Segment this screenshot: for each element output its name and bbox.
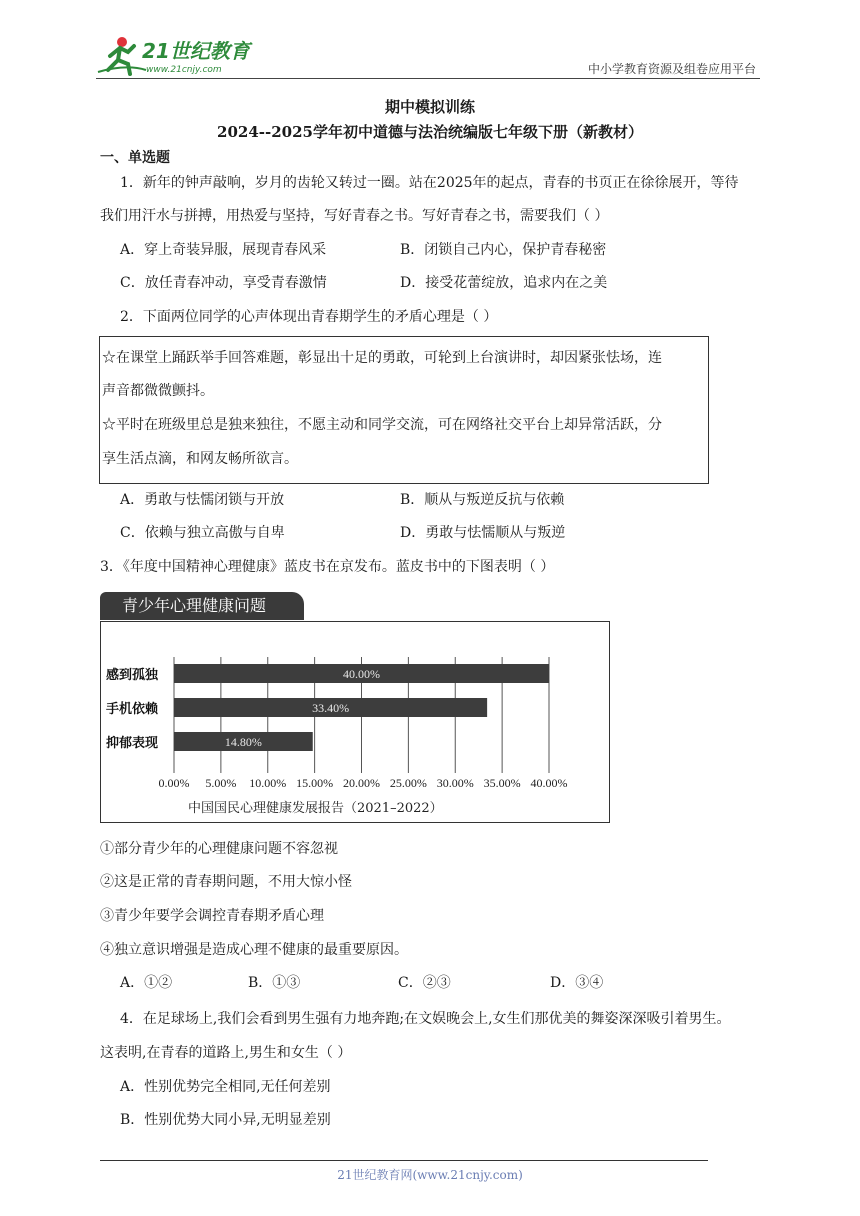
- q1-option-c[interactable]: C．放任青春冲动，享受青春激情: [120, 275, 327, 291]
- q2-option-d[interactable]: D．勇敢与怯懦顺从与叛逆: [400, 525, 566, 541]
- bar-value-label: 14.80%: [224, 735, 262, 749]
- q4-stem-line2: 这表明,在青春的道路上,男生和女生（ ）: [100, 1045, 352, 1061]
- doc-subtitle: 2024--2025学年初中道德与法治统编版七年级下册（新教材）: [217, 123, 643, 141]
- q1-stem-line2: 我们用汗水与拼搏，用热爱与坚持，写好青春之书。写好青春之书，需要我们（ ）: [100, 208, 609, 224]
- q4-option-b[interactable]: B．性别优势大同小异,无明显差别: [120, 1112, 331, 1128]
- q3-option-d[interactable]: D．③④: [550, 975, 604, 991]
- bar-value-label: 40.00%: [343, 667, 380, 681]
- chart-title: 青少年心理健康问题: [100, 592, 304, 620]
- logo-url: www.21cnjy.com: [146, 65, 222, 75]
- q3-statement-2: ②这是正常的青春期问题，不用大惊小怪: [100, 874, 352, 890]
- x-tick-label: 0.00%: [158, 776, 190, 790]
- q3-stem: 3．《年度中国精神心理健康》蓝皮书在京发布。蓝皮书中的下图表明（ ）: [100, 559, 555, 575]
- q1-option-a[interactable]: A．穿上奇装异服，展现青春风采: [120, 242, 327, 258]
- q2-option-a[interactable]: A．勇敢与怯懦闭锁与开放: [120, 492, 285, 508]
- q1-option-b[interactable]: B．闭锁自己内心，保护青春秘密: [400, 242, 607, 258]
- q3-option-b[interactable]: B．①③: [248, 975, 301, 991]
- category-label: 抑郁表现: [106, 736, 159, 751]
- q4-stem-line1: 4．在足球场上,我们会看到男生强有力地奔跑;在文娱晚会上,女生们那优美的舞姿深深吸引着男生。: [120, 1011, 731, 1027]
- footer-text: 21世纪教育网(www.21cnjy.com): [337, 1168, 523, 1182]
- q3-statement-4: ④独立意识增强是造成心理不健康的最重要原因。: [100, 942, 408, 958]
- q2-box-line3: ☆平时在班级里总是独来独往，不愿主动和同学交流，可在网络社交平台上却异常活跃，分: [102, 417, 662, 433]
- q2-box-line2: 声音都微微颤抖。: [102, 383, 214, 399]
- x-tick-label: 15.00%: [296, 776, 334, 790]
- q3-statement-3: ③青少年要学会调控青春期矛盾心理: [100, 908, 324, 924]
- category-label: 手机依赖: [106, 702, 159, 717]
- x-tick-label: 40.00%: [530, 776, 568, 790]
- x-tick-label: 35.00%: [483, 776, 521, 790]
- x-axis-label: 中国国民心理健康发展报告（2021–2022）: [188, 801, 443, 816]
- x-tick-label: 25.00%: [389, 776, 427, 790]
- x-tick-label: 30.00%: [436, 776, 474, 790]
- q2-option-c[interactable]: C．依赖与独立高傲与自卑: [120, 525, 285, 541]
- q3-statement-1: ①部分青少年的心理健康问题不容忽视: [100, 841, 338, 857]
- x-tick-label: 10.00%: [249, 776, 287, 790]
- bar-chart: [100, 621, 610, 823]
- header-platform-text: 中小学教育资源及组卷应用平台: [587, 62, 756, 76]
- q3-option-c[interactable]: C．②③: [398, 975, 451, 991]
- doc-title: 期中模拟训练: [384, 98, 475, 116]
- x-tick-label: 20.00%: [343, 776, 380, 790]
- q2-stem: 2．下面两位同学的心声体现出青春期学生的矛盾心理是（ ）: [120, 309, 498, 325]
- bar-value-label: 33.40%: [312, 701, 350, 715]
- logo-text: 21世纪教育: [142, 39, 250, 63]
- q1-option-d[interactable]: D．接受花蕾绽放，追求内在之美: [400, 275, 608, 291]
- q4-option-a[interactable]: A．性别优势完全相同,无任何差别: [120, 1079, 331, 1095]
- q2-box-line4: 享生活点滴，和网友畅所欲言。: [102, 451, 298, 467]
- q3-option-a[interactable]: A．①②: [120, 975, 173, 991]
- category-label: 感到孤独: [106, 668, 159, 683]
- footer-divider: [100, 1160, 708, 1161]
- section-heading: 一、单选题: [100, 150, 170, 166]
- q2-option-b[interactable]: B．顺从与叛逆反抗与依赖: [400, 492, 565, 508]
- header-divider: [96, 78, 760, 79]
- runner-logo-icon: [96, 34, 266, 80]
- q1-stem-line1: 1．新年的钟声敲响，岁月的齿轮又转过一圈。站在2025年的起点，青春的书页正在徐徐展开，等待: [120, 175, 739, 191]
- logo: [96, 34, 266, 80]
- q2-box-line1: ☆在课堂上踊跃举手回答难题，彰显出十足的勇敢，可轮到上台演讲时，却因紧张怯场，连: [102, 350, 662, 366]
- x-tick-label: 5.00%: [205, 776, 237, 790]
